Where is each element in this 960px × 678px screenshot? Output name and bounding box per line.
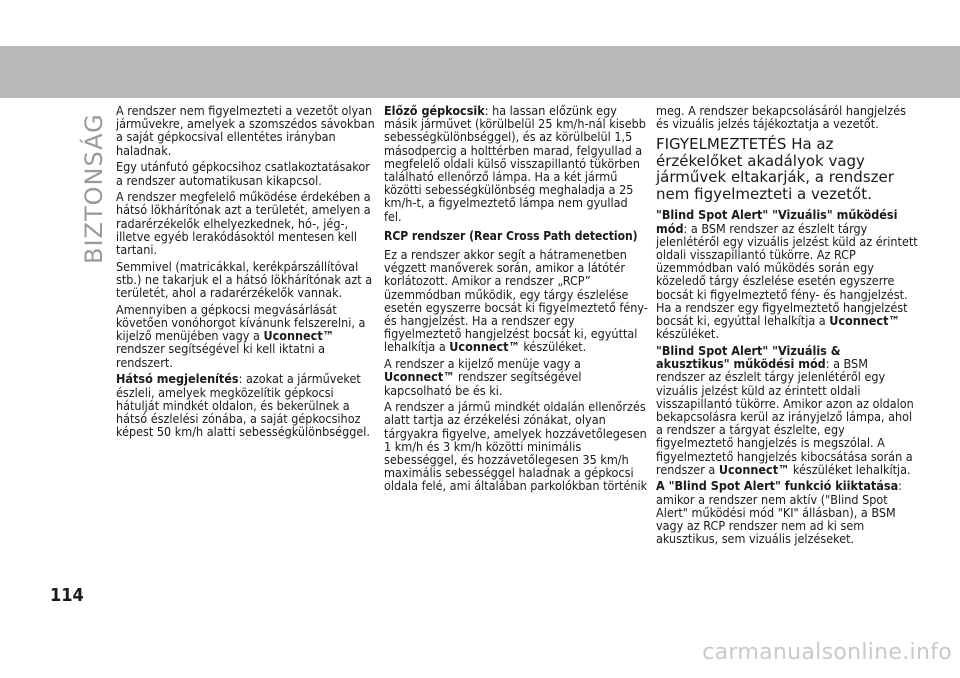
paragraph: A rendszer nem figyelmezteti a vezetőt olyan járművekre, amelyek a szomszédos sávokban a saját gépkocsival ellentétes irányban haladnak. <box>116 103 375 158</box>
text-run: : amikor a rendszer nem aktív ("Blind Spot Alert" működési mód "KI" állásban), a BSM vagy az RCP rendszer nem ad ki sem akusztikus, sem vizuális jelzéseket. <box>656 478 902 547</box>
paragraph <box>384 104 648 223</box>
bold-term: A "Blind Spot Alert" funkció kiiktatása <box>656 478 899 494</box>
bold-term: Uconnect™ <box>263 328 334 344</box>
bold-term: "Blind Spot Alert" "Vizuális & akusztikus" működési mód <box>656 342 841 372</box>
warning-box: FIGYELMEZTETÉS Ha az érzékelőket akadályok vagy járművek eltakarják, a rendszer nem figyelmezteti a vezetőt. <box>656 135 894 203</box>
paragraph: A rendszer megfelelő működése érdekében a hátsó lökhárítónak azt a területét, amelyen a radarérzékelők elhelyezkednek, hó-, jég-, illetve egyéb lerakódásoktól mentesen kell tartani. <box>116 189 371 258</box>
paragraph <box>384 357 648 397</box>
bold-term: "Blind Spot Alert" "Vizuális" működési mód <box>656 207 898 236</box>
text-run: rendszer segítségével kapcsolható be és ki. <box>384 369 582 398</box>
subheading: RCP rendszer (Rear Cross Path detection) <box>384 228 638 243</box>
header-bar <box>0 46 960 98</box>
text-run: : ha lassan előzünk egy másik járművet (körülbelül 25 km/h-nál kisebb sebességkülönbséggel), és az körülbelül 1,5 másodpercig a holttérben marad, felgyullad a megfelelő oldali külső visszapillantó tükörben található ellenőrző lámpa. Ha a két jármű közötti sebességkülönbség meghaladja a 25 km/h-t, a figyelmeztető lámpa nem gyullad fel. <box>384 103 646 224</box>
paragraph: A rendszer a jármű mindkét oldalán ellenőrzés alatt tartja az érzékelési zónákat, olyan tárgyakra figyelve, amelyek hozzávetőlegesen 1 km/h és 3 km/h közötti minimális sebességgel, és hozzávetőlegesen 35 km/h maximális sebességgel haladnak a gépkocsi oldala felé, ami általában parkolókban történik <box>384 399 648 494</box>
paragraph <box>384 248 648 354</box>
bold-term: Uconnect™ <box>718 461 790 477</box>
text-run: készüléket. <box>519 339 587 355</box>
bold-term: Előző gépkocsik <box>384 103 485 118</box>
text-run: Ez a rendszer akkor segít a hátramenetben végzett manőverek során, amikor a látótér korlátozott. Amikor a rendszer „RCP” üzemmódban működik, egy tárgy észlelése esetén egyszerre bocsát ki figyelmeztető fény- és hangjelzést. Ha a rendszer egy figyelmeztető hangjelzést bocsát ki, egyúttal lehalkítja a <box>384 247 648 355</box>
text-column-3 <box>656 104 918 549</box>
text-run: készüléket. <box>656 326 719 342</box>
bold-term: Uconnect™ <box>449 339 520 355</box>
text-column-1 <box>116 104 378 442</box>
section-side-label <box>52 104 108 264</box>
text-run: rendszer segítségével ki kell iktatni a rendszert. <box>116 341 326 370</box>
paragraph: Egy utánfutó gépkocsihoz csatlakoztatásakor a rendszer automatikusan kikapcsol. <box>116 159 370 188</box>
paragraph <box>656 344 918 476</box>
page-number: 114 <box>50 585 84 606</box>
text-run: A rendszer a kijelző menüje vagy a <box>384 356 581 372</box>
text-column-2 <box>384 104 648 496</box>
text-run: : a BSM rendszer az észlelt tárgy jelenlétéről egy vizuális jelzést küld az érintett oldali visszapillantó tükörre. Amikor azon az oldalon bekapcsolásra kerül az irányjelző lámpa, ahol a rendszer a tárgyat észlelte, egy figyelmeztető hangjelzés is megszólal. A figyelmeztető hangjelzés kibocsátása során a rendszer a <box>656 356 914 477</box>
section-title: BIZTONSÁG <box>80 113 108 264</box>
bold-term: Uconnect™ <box>829 313 900 329</box>
text-run: készüléket lehalkítja. <box>789 461 911 477</box>
text-run: : a BSM rendszer az észlelt tárgy jelenlétéről egy vizuális jelzést küld az érintett oldali visszapillantó tükörre. Az RCP üzemmódban való működés során egy közeledő tárgy észlelése esetén egyszerre bocsát ki figyelmeztető fény- és hangjelzést. Ha a rendszer egy figyelmeztető hangjelzést bocsát ki, egyúttal lehalkítja a <box>656 220 918 329</box>
watermark: carmanualsonline.info <box>702 640 952 665</box>
paragraph: meg. A rendszer bekapcsolásáról hangjelzés és vizuális jelzés tájékoztatja a vezetőt. <box>656 103 906 132</box>
paragraph <box>116 303 378 369</box>
text-run: : azokat a járműveket észleli, amelyek megközelítik gépkocsi hátulját mindkét oldalon, és bekerülnek a hátsó észlelési zónába, a saját gépkocsihoz képest 50 km/h alatti sebességkülönbséggel. <box>116 371 370 440</box>
bold-term: Hátsó megjelenítés <box>116 371 239 387</box>
paragraph <box>116 372 378 438</box>
paragraph <box>656 208 918 340</box>
paragraph <box>656 479 918 545</box>
paragraph: Semmivel (matricákkal, kerékpárszállítóval stb.) ne takarjuk el a hátsó lökhárítónak azt a területét, ahol a radarérzékelők vannak. <box>116 258 373 301</box>
bold-term: Uconnect™ <box>384 369 455 385</box>
text-run: Amennyiben a gépkocsi megvásárlását követően vonóhorgot kívánunk felszerelni, a kijelző menüjében vagy a <box>116 301 366 344</box>
